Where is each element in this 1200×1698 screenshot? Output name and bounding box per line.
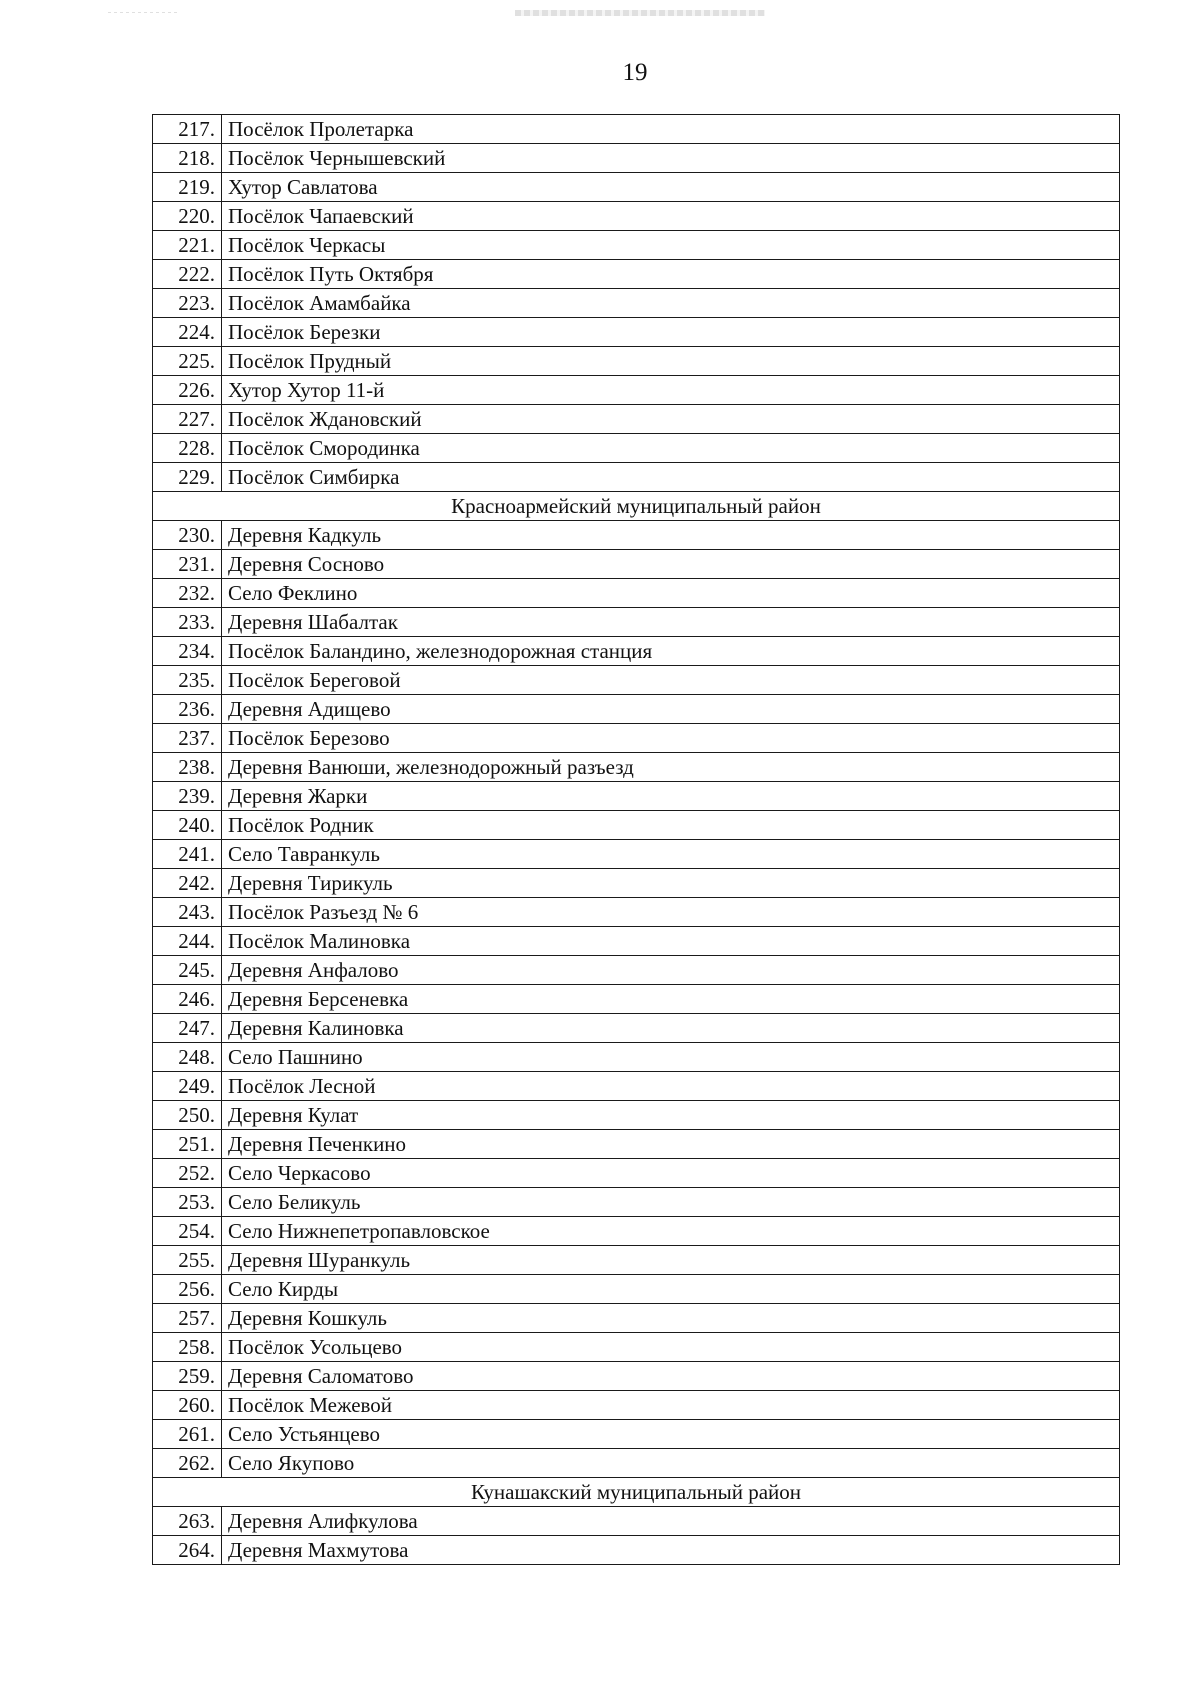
row-number: 235. <box>153 666 222 695</box>
table-row <box>153 1362 1120 1391</box>
settlement-name: Посёлок Березки <box>222 318 1120 347</box>
row-number: 256. <box>153 1275 222 1304</box>
settlement-name: Деревня Калиновка <box>222 1014 1120 1043</box>
table-row <box>153 1536 1120 1565</box>
row-number: 241. <box>153 840 222 869</box>
table-row <box>153 666 1120 695</box>
settlement-name: Деревня Ванюши, железнодорожный разъезд <box>222 753 1120 782</box>
row-number: 229. <box>153 463 222 492</box>
settlement-name: Село Пашнино <box>222 1043 1120 1072</box>
settlement-name: Село Устьянцево <box>222 1420 1120 1449</box>
row-number: 231. <box>153 550 222 579</box>
table-row <box>153 1275 1120 1304</box>
table-row <box>153 173 1120 202</box>
settlement-name: Посёлок Родник <box>222 811 1120 840</box>
table-row <box>153 144 1120 173</box>
district-name: Красноармейский муниципальный район <box>153 492 1120 521</box>
row-number: 263. <box>153 1507 222 1536</box>
settlement-name: Деревня Кадкуль <box>222 521 1120 550</box>
row-number: 232. <box>153 579 222 608</box>
table-row <box>153 463 1120 492</box>
settlement-name: Посёлок Черкасы <box>222 231 1120 260</box>
row-number: 258. <box>153 1333 222 1362</box>
table-row <box>153 1420 1120 1449</box>
table-row <box>153 434 1120 463</box>
row-number: 253. <box>153 1188 222 1217</box>
settlement-name: Деревня Махмутова <box>222 1536 1120 1565</box>
district-header-row <box>153 492 1120 521</box>
settlement-name: Посёлок Береговой <box>222 666 1120 695</box>
settlement-name: Село Кирды <box>222 1275 1120 1304</box>
settlement-name: Посёлок Смородинка <box>222 434 1120 463</box>
settlement-name: Деревня Шабалтак <box>222 608 1120 637</box>
table-row <box>153 1130 1120 1159</box>
page-number: 19 <box>622 59 648 86</box>
settlement-name: Деревня Сосново <box>222 550 1120 579</box>
row-number: 238. <box>153 753 222 782</box>
table-row <box>153 1246 1120 1275</box>
settlement-name: Село Якупово <box>222 1449 1120 1478</box>
scan-artifact-top <box>515 10 765 16</box>
settlement-name: Посёлок Баландино, железнодорожная станция <box>222 637 1120 666</box>
table-row <box>153 376 1120 405</box>
settlement-name: Деревня Саломатово <box>222 1362 1120 1391</box>
settlement-name: Деревня Алифкулова <box>222 1507 1120 1536</box>
row-number: 251. <box>153 1130 222 1159</box>
table-row <box>153 405 1120 434</box>
settlement-name: Посёлок Межевой <box>222 1391 1120 1420</box>
row-number: 242. <box>153 869 222 898</box>
settlement-name: Село Таврaнкуль <box>222 840 1120 869</box>
table-row <box>153 1449 1120 1478</box>
settlement-name: Посёлок Малиновка <box>222 927 1120 956</box>
table-row <box>153 231 1120 260</box>
table-row <box>153 869 1120 898</box>
row-number: 249. <box>153 1072 222 1101</box>
district-name: Кунашакский муниципальный район <box>153 1478 1120 1507</box>
settlement-name: Хутор Савлатова <box>222 173 1120 202</box>
row-number: 230. <box>153 521 222 550</box>
table-row <box>153 289 1120 318</box>
row-number: 237. <box>153 724 222 753</box>
settlement-name: Посёлок Березово <box>222 724 1120 753</box>
row-number: 250. <box>153 1101 222 1130</box>
settlement-name: Село Черкасово <box>222 1159 1120 1188</box>
settlement-name: Деревня Анфалово <box>222 956 1120 985</box>
row-number: 222. <box>153 260 222 289</box>
row-number: 261. <box>153 1420 222 1449</box>
scan-artifact-left <box>108 12 178 13</box>
row-number: 227. <box>153 405 222 434</box>
table-row <box>153 202 1120 231</box>
table-row <box>153 1188 1120 1217</box>
settlement-name: Посёлок Разъезд № 6 <box>222 898 1120 927</box>
table-row <box>153 927 1120 956</box>
table-row <box>153 637 1120 666</box>
row-number: 221. <box>153 231 222 260</box>
table-row <box>153 724 1120 753</box>
table-row <box>153 1072 1120 1101</box>
settlement-name: Деревня Жарки <box>222 782 1120 811</box>
row-number: 247. <box>153 1014 222 1043</box>
row-number: 255. <box>153 1246 222 1275</box>
table-row <box>153 579 1120 608</box>
row-number: 244. <box>153 927 222 956</box>
table-row <box>153 1391 1120 1420</box>
settlement-name: Село Беликуль <box>222 1188 1120 1217</box>
settlements-table <box>152 114 1120 1565</box>
row-number: 259. <box>153 1362 222 1391</box>
table-row <box>153 782 1120 811</box>
row-number: 218. <box>153 144 222 173</box>
row-number: 243. <box>153 898 222 927</box>
settlement-name: Деревня Берсеневка <box>222 985 1120 1014</box>
row-number: 224. <box>153 318 222 347</box>
row-number: 246. <box>153 985 222 1014</box>
settlements-table-body <box>153 115 1120 1565</box>
row-number: 239. <box>153 782 222 811</box>
table-row <box>153 1101 1120 1130</box>
settlement-name: Посёлок Ждановский <box>222 405 1120 434</box>
table-row <box>153 753 1120 782</box>
row-number: 252. <box>153 1159 222 1188</box>
settlement-name: Хутор Хутор 11-й <box>222 376 1120 405</box>
settlement-name: Посёлок Лесной <box>222 1072 1120 1101</box>
settlement-name: Деревня Шуранкуль <box>222 1246 1120 1275</box>
settlement-name: Деревня Кошкуль <box>222 1304 1120 1333</box>
settlement-name: Посёлок Чапаевский <box>222 202 1120 231</box>
table-row <box>153 608 1120 637</box>
table-row <box>153 1043 1120 1072</box>
row-number: 264. <box>153 1536 222 1565</box>
row-number: 248. <box>153 1043 222 1072</box>
table-row <box>153 1507 1120 1536</box>
settlement-name: Посёлок Усольцево <box>222 1333 1120 1362</box>
row-number: 219. <box>153 173 222 202</box>
row-number: 257. <box>153 1304 222 1333</box>
table-row <box>153 811 1120 840</box>
table-row <box>153 521 1120 550</box>
table-row <box>153 115 1120 144</box>
settlement-name: Посёлок Прудный <box>222 347 1120 376</box>
settlement-name: Деревня Кулат <box>222 1101 1120 1130</box>
row-number: 234. <box>153 637 222 666</box>
table-row <box>153 1159 1120 1188</box>
row-number: 220. <box>153 202 222 231</box>
row-number: 245. <box>153 956 222 985</box>
district-header-row <box>153 1478 1120 1507</box>
table-row <box>153 550 1120 579</box>
table-row <box>153 695 1120 724</box>
settlement-name: Деревня Тирикуль <box>222 869 1120 898</box>
row-number: 217. <box>153 115 222 144</box>
table-row <box>153 1333 1120 1362</box>
table-row <box>153 347 1120 376</box>
settlement-name: Посёлок Амамбайка <box>222 289 1120 318</box>
table-row <box>153 1217 1120 1246</box>
table-row <box>153 260 1120 289</box>
table-row <box>153 1304 1120 1333</box>
settlement-name: Посёлок Пролетарка <box>222 115 1120 144</box>
settlement-name: Деревня Печенкино <box>222 1130 1120 1159</box>
row-number: 236. <box>153 695 222 724</box>
table-row <box>153 898 1120 927</box>
settlement-name: Посёлок Симбирка <box>222 463 1120 492</box>
row-number: 233. <box>153 608 222 637</box>
settlement-name: Село Нижнепетропавловское <box>222 1217 1120 1246</box>
row-number: 262. <box>153 1449 222 1478</box>
table-row <box>153 985 1120 1014</box>
row-number: 240. <box>153 811 222 840</box>
settlement-name: Посёлок Путь Октября <box>222 260 1120 289</box>
row-number: 228. <box>153 434 222 463</box>
settlement-name: Село Феклино <box>222 579 1120 608</box>
table-row <box>153 1014 1120 1043</box>
row-number: 223. <box>153 289 222 318</box>
table-row <box>153 318 1120 347</box>
row-number: 260. <box>153 1391 222 1420</box>
row-number: 254. <box>153 1217 222 1246</box>
row-number: 225. <box>153 347 222 376</box>
table-row <box>153 840 1120 869</box>
settlement-name: Деревня Адищево <box>222 695 1120 724</box>
settlement-name: Посёлок Чернышевский <box>222 144 1120 173</box>
row-number: 226. <box>153 376 222 405</box>
table-row <box>153 956 1120 985</box>
